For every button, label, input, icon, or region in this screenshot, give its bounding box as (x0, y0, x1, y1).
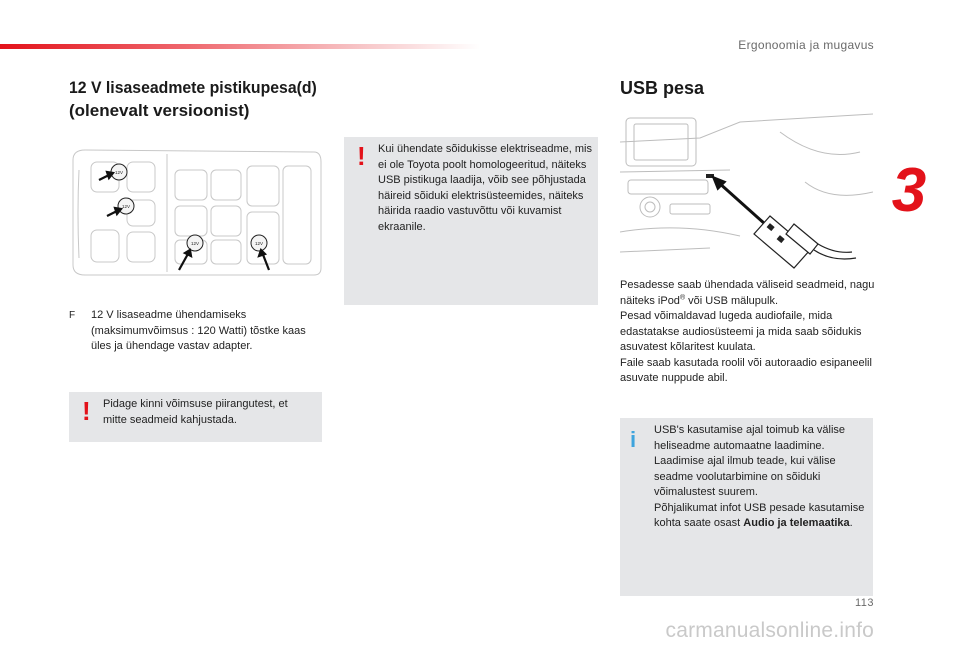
electrical-device-warning-text: Kui ühendate sõidukisse elektriseadme, mis ei ole Toyota poolt homologeeritud, näiteks USB pistikuga laadija, võib see põhjustada häireid sõiduki elektrisüsteemides, näiteks häirida raadio vastuvõttu või kuvamist ekraanile. (378, 143, 593, 233)
usb-desc-line1-end: või USB mälupulk. (685, 294, 779, 307)
usb-description (620, 278, 875, 387)
usb-info-end: . (849, 517, 853, 529)
socket-heading-line2: (olenevalt versioonist) (69, 101, 250, 120)
socket-instruction-text: 12 V lisaseadme ühendamiseks (maksimumvõimsus : 120 Watti) tõstke kaas üles ja ühendage vastav adapter. (91, 309, 306, 352)
usb-heading: USB pesa (620, 78, 705, 98)
power-limit-warning-text: Pidage kinni võimsuse piirangutest, et mitte seadmeid kahjustada. (103, 398, 288, 426)
usb-info-line1: USB's kasutamise ajal toimub ka välise heliseadme automaatne laadimine. (654, 424, 846, 452)
header-accent-bar (0, 44, 480, 49)
section-title: Ergonoomia ja mugavus (738, 38, 874, 52)
usb-info-note (620, 418, 873, 596)
socket-label-2: 12V (121, 204, 131, 209)
page-number: 113 (854, 597, 874, 609)
warning-icon: ! (357, 141, 366, 171)
socket-label-4: 12V (254, 241, 264, 246)
van-interior-diagram (69, 140, 324, 280)
usb-info-line3: Põhjalikumat infot USB pesade kasutamise kohta saate osast (654, 501, 865, 529)
chapter-number: 3 (891, 156, 927, 225)
usb-info-line2: Laadimise ajal ilmub teade, kui välise seadme voolutarbimine on sõiduki võimalustest suurem. (654, 455, 836, 498)
usb-desc-line1: Pesadesse saab ühendada väliseid seadmeid, nagu näiteks iPod (620, 279, 875, 307)
warning-icon: ! (82, 396, 91, 426)
socket-heading-line1: 12 V lisaseadmete pistikupesa(d) (69, 78, 317, 97)
usb-desc-line3: Faile saab kasutada roolil või autoraadio esipaneelil asuvate nuppude abil. (620, 356, 872, 384)
watermark: carmanualsonline.info (665, 619, 874, 642)
usb-desc-line2: Pesad võimaldavad lugeda audiofaile, mida edastatakse audiosüsteemi ja mida saab sõidukis asuvatest kõlaritest kuulata. (620, 310, 862, 353)
registered-mark: ® (679, 293, 686, 301)
electrical-device-warning (344, 137, 598, 305)
usb-port-illustration (620, 112, 873, 272)
socket-instruction (69, 308, 325, 355)
audio-telematics-reference: Audio ja telemaatika (743, 517, 850, 529)
socket-label-1: 12V (114, 170, 124, 175)
usb-info-text (654, 423, 868, 532)
power-limit-warning (69, 392, 322, 442)
socket-label-3: 12V (190, 241, 200, 246)
bullet-icon: F (69, 310, 76, 321)
info-icon: i (630, 427, 637, 452)
